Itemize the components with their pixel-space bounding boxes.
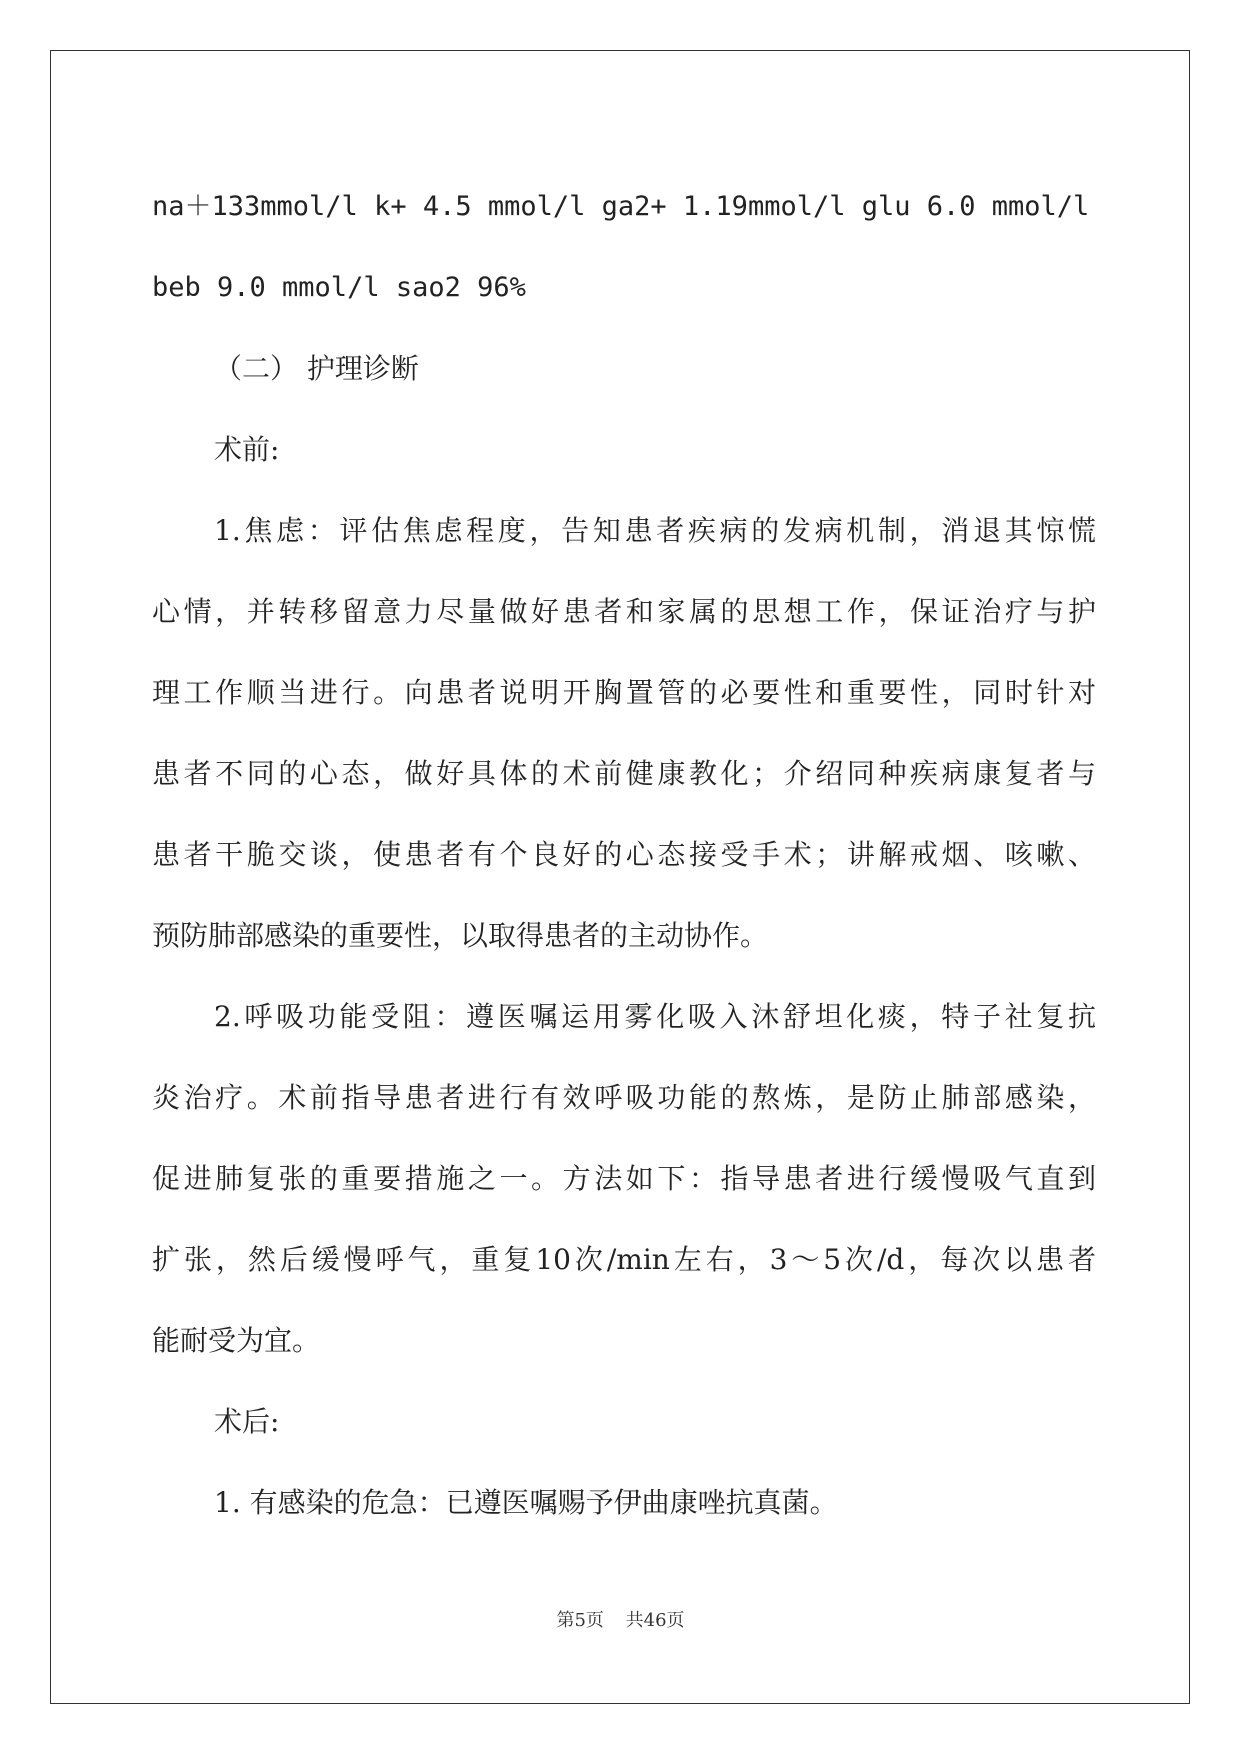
paragraph-line: 促进肺复张的重要措施之一。方法如下：指导患者进行缓慢吸气直到 <box>152 1162 1096 1195</box>
paragraph-line: 1.焦虑：评估焦虑程度，告知患者疾病的发病机制，消退其惊慌 <box>214 514 1096 547</box>
paragraph-line: 患者不同的心态，做好具体的术前健康教化；介绍同种疾病康复者与 <box>152 757 1096 790</box>
lab-results-line-2: beb 9.0 mmol/l sao2 96% <box>152 272 526 303</box>
section-heading: （二） 护理诊断 <box>214 352 419 385</box>
paragraph-line: 心情，并转移留意力尽量做好患者和家属的思想工作，保证治疗与护 <box>152 595 1096 628</box>
page-number: 第5页 <box>556 1610 604 1631</box>
paragraph-line: 患者干脆交谈，使患者有个良好的心态接受手术；讲解戒烟、咳嗽、 <box>152 838 1096 871</box>
preop-label: 术前: <box>214 433 280 466</box>
paragraph-line: 2.呼吸功能受阻：遵医嘱运用雾化吸入沐舒坦化痰，特子社复抗 <box>214 1000 1096 1033</box>
paragraph-line: 预防肺部感染的重要性，以取得患者的主动协作。 <box>152 919 769 952</box>
postop-label: 术后: <box>214 1405 280 1438</box>
paragraph-line: 能耐受为宜。 <box>152 1324 321 1357</box>
page-footer <box>0 1606 1241 1632</box>
preop-item-breathing <box>152 976 1096 1381</box>
paragraph-line: 炎治疗。术前指导患者进行有效呼吸功能的熬炼，是防止肺部感染， <box>152 1081 1096 1114</box>
lab-results-line-1: na＋133mmol/l k+ 4.5 mmol/l ga2+ 1.19mmol/l glu 6.0 mmol/l <box>152 191 1090 222</box>
document-body <box>152 166 1096 1543</box>
page-total: 共46页 <box>625 1610 685 1631</box>
postop-item-infection: 1. 有感染的危急：已遵医嘱赐予伊曲康唑抗真菌。 <box>214 1486 838 1519</box>
paragraph-line: 扩张，然后缓慢呼气，重复10次/min左右，3～5次/d，每次以患者 <box>152 1243 1096 1276</box>
preop-item-anxiety <box>152 490 1096 976</box>
paragraph-line: 理工作顺当进行。向患者说明开胸置管的必要性和重要性，同时针对 <box>152 676 1096 709</box>
